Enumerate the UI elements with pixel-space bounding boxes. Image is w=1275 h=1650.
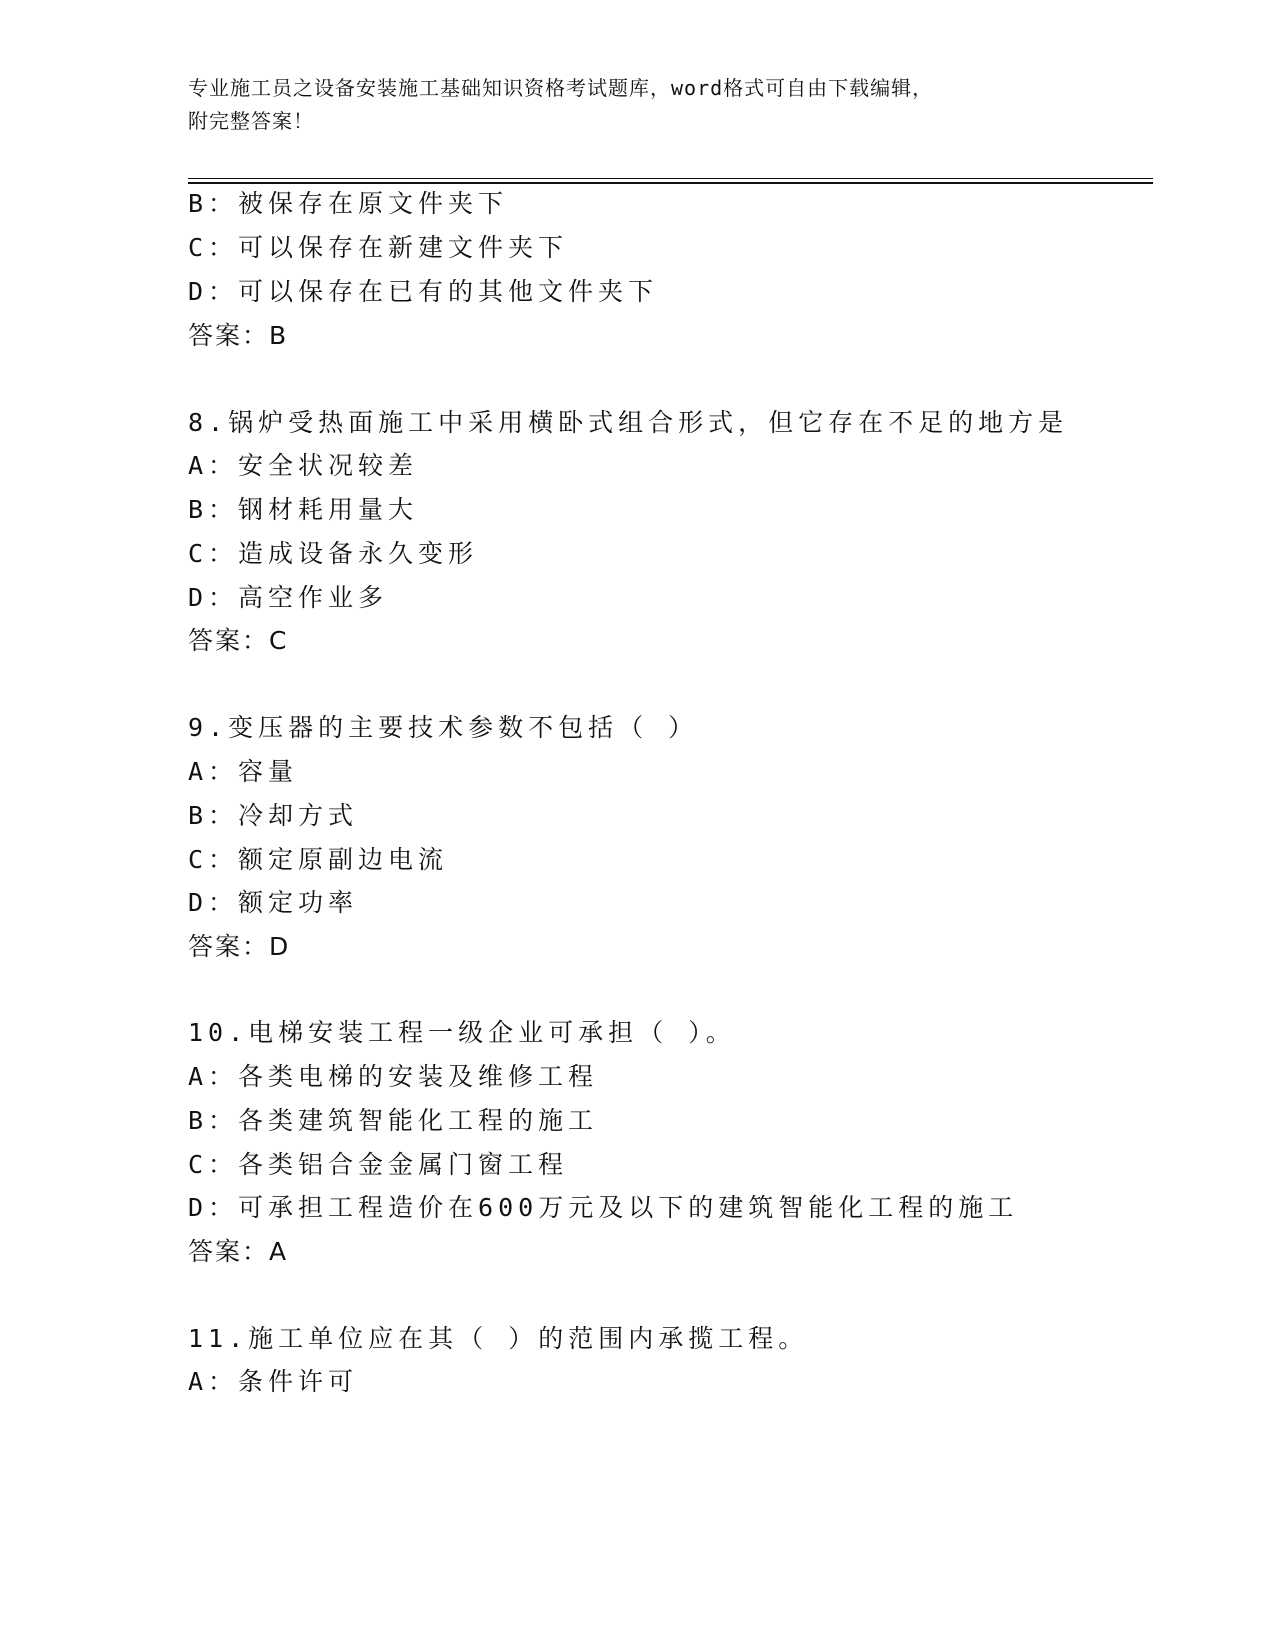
q10-option-c: C：各类铝合金金属门窗工程 [188, 1150, 569, 1179]
q10-stem: 10.电梯安装工程一级企业可承担（ ）。 [188, 1018, 736, 1047]
q7-option-b: B：被保存在原文件夹下 [188, 189, 509, 218]
q9-option-b: B：冷却方式 [188, 801, 359, 830]
q8-option-b: B：钢材耗用量大 [188, 495, 419, 524]
q10-option-b: B：各类建筑智能化工程的施工 [188, 1106, 599, 1135]
q10-option-d: D：可承担工程造价在600万元及以下的建筑智能化工程的施工 [188, 1193, 1019, 1222]
document-header [188, 72, 1068, 138]
q9-option-a: A：容量 [188, 757, 299, 786]
q8-answer: 答案：C [188, 626, 289, 655]
q10-answer: 答案：A [188, 1237, 289, 1266]
q8-option-c: C：造成设备永久变形 [188, 539, 479, 568]
q9-option-d: D：额定功率 [188, 888, 359, 917]
q10-option-a: A：各类电梯的安装及维修工程 [188, 1062, 599, 1091]
q9-option-c: C：额定原副边电流 [188, 845, 449, 874]
q9-stem: 9.变压器的主要技术参数不包括（ ） [188, 713, 699, 742]
q8-option-d: D：高空作业多 [188, 583, 389, 612]
q7-option-d: D：可以保存在已有的其他文件夹下 [188, 277, 659, 306]
q8-stem: 8.锅炉受热面施工中采用横卧式组合形式，但它存在不足的地方是 [188, 408, 1069, 437]
header-line-2: 附完整答案！ [188, 109, 314, 133]
q9-answer: 答案：D [188, 932, 291, 961]
header-line-1: 专业施工员之设备安装施工基础知识资格考试题库，word格式可自由下载编辑， [188, 76, 934, 100]
q7-answer: 答案：B [188, 321, 289, 350]
q8-option-a: A：安全状况较差 [188, 451, 419, 480]
header-rule-thin [188, 178, 1153, 179]
q11-option-a: A：条件许可 [188, 1367, 359, 1396]
q11-stem: 11.施工单位应在其（ ）的范围内承揽工程。 [188, 1324, 809, 1353]
header-rule-thick [188, 182, 1153, 184]
q7-option-c: C：可以保存在新建文件夹下 [188, 233, 569, 262]
